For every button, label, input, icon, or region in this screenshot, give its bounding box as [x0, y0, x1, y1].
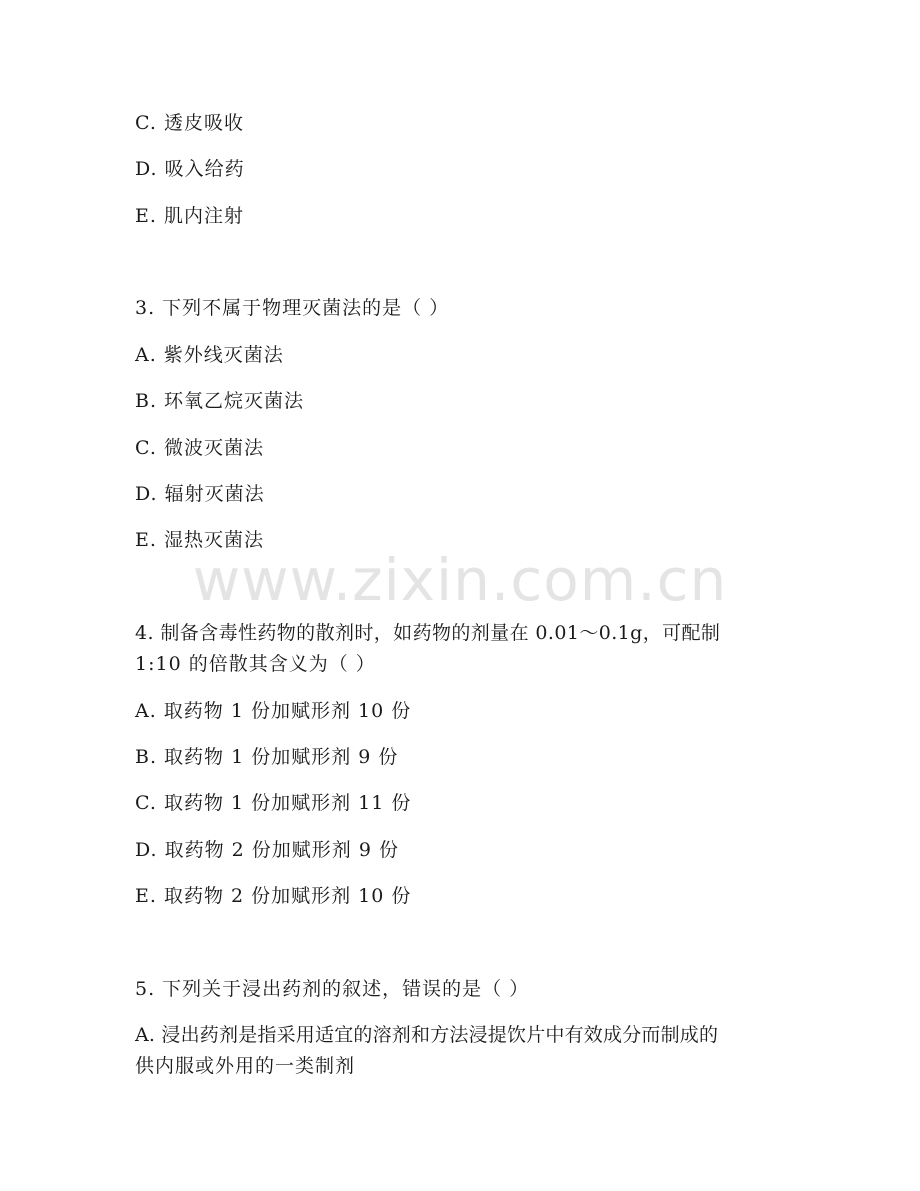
q3-stem: 3. 下列不属于物理灭菌法的是（ ） — [135, 297, 450, 319]
q4-option-a: A. 取药物 1 份加赋形剂 10 份 — [135, 700, 412, 722]
q3-option-d: D. 辐射灭菌法 — [135, 483, 265, 505]
q5-option-a-line2: 供内服或外用的一类制剂 — [135, 1055, 356, 1077]
q4-option-b: B. 取药物 1 份加赋形剂 9 份 — [135, 746, 399, 768]
watermark: www.zixin.com.cn — [192, 546, 728, 614]
q4-option-d: D. 取药物 2 份加赋形剂 9 份 — [135, 839, 399, 861]
q4-stem-line2: 1:10 的倍散其含义为（ ） — [135, 653, 376, 675]
q4-option-e: E. 取药物 2 份加赋形剂 10 份 — [135, 885, 412, 907]
q4-option-c: C. 取药物 1 份加赋形剂 11 份 — [135, 792, 412, 814]
q2-option-d: D. 吸入给药 — [135, 158, 245, 180]
q3-option-c: C. 微波灭菌法 — [135, 437, 264, 459]
q4-stem-line1: 4. 制备含毒性药物的散剂时，如药物的剂量在 0.01～0.1g，可配制 — [135, 622, 721, 644]
q5-option-a-line1: A. 浸出药剂是指采用适宜的溶剂和方法浸提饮片中有效成分而制成的 — [135, 1024, 719, 1046]
q3-option-b: B. 环氧乙烷灭菌法 — [135, 390, 305, 412]
q2-option-c: C. 透皮吸收 — [135, 112, 244, 134]
q3-option-e: E. 湿热灭菌法 — [135, 529, 264, 551]
q2-option-e: E. 肌内注射 — [135, 205, 244, 227]
q5-stem: 5. 下列关于浸出药剂的叙述，错误的是（ ） — [135, 978, 530, 1000]
q3-option-a: A. 紫外线灭菌法 — [135, 344, 284, 366]
